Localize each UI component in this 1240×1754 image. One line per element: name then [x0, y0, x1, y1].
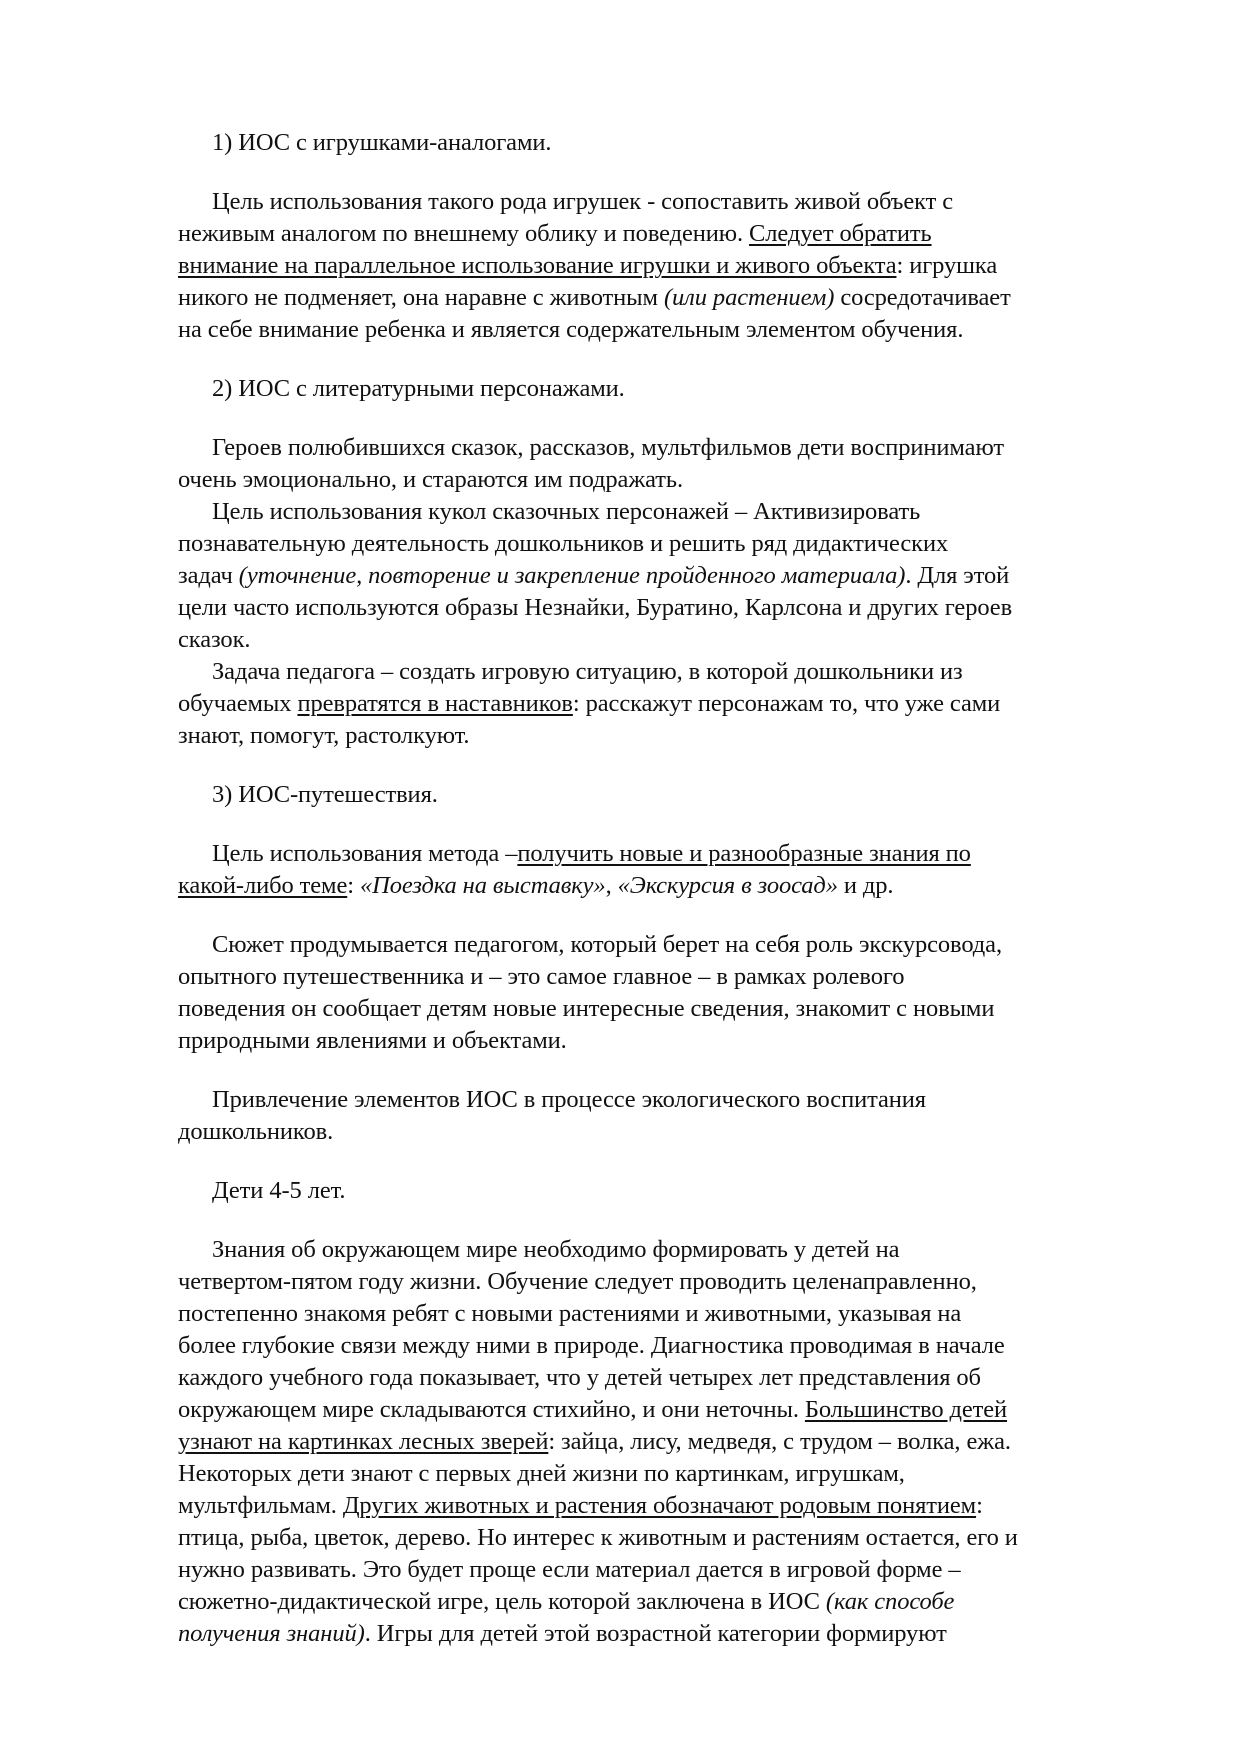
text-segment: окружающем мире складываются стихийно, и они неточны.: [178, 1396, 805, 1423]
text-line: [178, 721, 469, 753]
text-line: [212, 1085, 926, 1117]
text-segment: . Для этой: [905, 562, 1010, 589]
text-segment: неживым аналогом по внешнему облику и поведению.: [178, 220, 750, 247]
text-segment: более глубокие связи между ними в природе. Диагностика проводимая в начале: [178, 1332, 1005, 1359]
text-segment: дошкольников.: [178, 1118, 334, 1145]
text-segment: Дети 4-5 лет.: [212, 1177, 346, 1204]
text-segment: Сюжет продумывается педагогом, который берет на себя роль экскурсовода,: [212, 931, 1002, 958]
text-segment: Знания об окружающем мире необходимо формировать у детей на: [212, 1236, 900, 1263]
text-line: [178, 1491, 983, 1523]
text-line: [212, 187, 953, 219]
text-segment: птица, рыба, цветок, дерево. Но интерес к животным и растениям остается, его и: [178, 1524, 1018, 1551]
text-line: [178, 561, 1009, 593]
text-segment: : игрушка: [896, 252, 998, 279]
text-line: [178, 1555, 961, 1587]
underlined-text: узнают на картинках лесных зверей: [178, 1428, 549, 1455]
italic-text: получения знаний): [178, 1620, 365, 1647]
underlined-text: превратятся в наставников: [297, 690, 573, 717]
text-segment: познавательную деятельность дошкольников и решить ряд дидактических: [178, 530, 949, 557]
italic-text: (или растением): [663, 284, 835, 311]
text-line: [178, 1331, 1005, 1363]
text-line: [212, 930, 1002, 962]
underlined-text: внимание на параллельное использование игрушки и живого объекта: [178, 252, 897, 279]
text-segment: каждого учебного года показывает, что у детей четырех лет представления об: [178, 1364, 981, 1391]
text-line: [178, 1587, 954, 1619]
text-segment: постепенно знакомя ребят с новыми растениями и животными, указывая на: [178, 1300, 962, 1327]
text-line: [178, 529, 948, 561]
text-segment: :: [976, 1492, 983, 1519]
text-segment: природными явлениями и объектами.: [178, 1027, 567, 1054]
underlined-text: Следует обратить: [749, 220, 932, 247]
text-segment: нужно развивать. Это будет проще если материал дается в игровой форме –: [178, 1556, 961, 1583]
text-line: [178, 1267, 977, 1299]
text-line: [178, 1363, 981, 1395]
text-line: [178, 1395, 1007, 1427]
text-segment: 2) ИОС с литературными персонажами.: [212, 375, 625, 402]
text-segment: сказок.: [178, 626, 251, 653]
text-segment: на себе внимание ребенка и является содержательным элементом обучения.: [178, 316, 964, 343]
text-line: [178, 962, 904, 994]
underlined-text: Большинство детей: [804, 1396, 1008, 1423]
text-line: [212, 839, 971, 871]
text-line: [178, 251, 997, 283]
text-line: [178, 1619, 947, 1651]
text-line: [212, 497, 920, 529]
text-line: [178, 315, 963, 347]
italic-text: (как способе: [825, 1588, 955, 1615]
text-line: [178, 1026, 567, 1058]
text-segment: 1) ИОС с игрушками-аналогами.: [212, 129, 552, 156]
text-segment: :: [347, 872, 360, 899]
text-segment: и др.: [837, 872, 894, 899]
text-segment: : зайца, лису, медведя, с трудом – волка, ежа.: [548, 1428, 1011, 1455]
text-segment: 3) ИОС-путешествия.: [212, 781, 438, 808]
text-segment: четвертом-пятом году жизни. Обучение следует проводить целенаправленно,: [178, 1268, 977, 1295]
text-line: [178, 1299, 961, 1331]
italic-text: (уточнение, повторение и закрепление пройденного материала): [238, 562, 906, 589]
underlined-text: Других животных и растения обозначают родовым понятием: [342, 1492, 977, 1519]
text-line: [178, 593, 1012, 625]
text-line: [178, 689, 1000, 721]
text-line: [178, 465, 683, 497]
text-segment: Цель использования кукол сказочных персонажей – Активизировать: [212, 498, 921, 525]
text-segment: Привлечение элементов ИОС в процессе экологического воспитания: [212, 1086, 926, 1113]
text-line: [178, 219, 932, 251]
text-segment: задач: [178, 562, 239, 589]
text-segment: никого не подменяет, она наравне с животным: [178, 284, 664, 311]
text-segment: Героев полюбившихся сказок, рассказов, мультфильмов дети воспринимают: [212, 434, 1004, 461]
text-segment: знают, помогут, растолкуют.: [178, 722, 470, 749]
text-line: [178, 871, 893, 903]
italic-text: «Поездка на выставку»: [359, 872, 606, 899]
text-line: [178, 1427, 1011, 1459]
underlined-text: какой-либо теме: [178, 872, 348, 899]
italic-text: «Экскурсия в зоосад»: [617, 872, 838, 899]
text-line: [212, 128, 551, 160]
text-segment: поведения он сообщает детям новые интересные сведения, знакомит с новыми: [178, 995, 995, 1022]
text-segment: сюжетно-дидактической игре, цель которой заключена в ИОС: [178, 1588, 826, 1615]
text-segment: очень эмоционально, и стараются им подражать.: [178, 466, 683, 493]
text-line: [178, 1523, 1018, 1555]
text-segment: : расскажут персонажам то, что уже сами: [572, 690, 1001, 717]
text-line: [212, 1176, 345, 1208]
text-line: [178, 1459, 905, 1491]
text-line: [212, 433, 1004, 465]
text-line: [212, 780, 438, 812]
text-segment: Некоторых дети знают с первых дней жизни по картинкам, игрушкам,: [178, 1460, 905, 1487]
text-segment: мультфильмам.: [178, 1492, 343, 1519]
text-segment: опытного путешественника и – это самое главное – в рамках ролевого: [178, 963, 905, 990]
text-segment: Цель использования метода –: [212, 840, 518, 867]
text-segment: . Игры для детей этой возрастной категории формируют: [364, 1620, 947, 1647]
underlined-text: получить новые и разнообразные знания по: [517, 840, 971, 867]
text-segment: Задача педагога – создать игровую ситуацию, в которой дошкольники из: [212, 658, 963, 685]
text-segment: сосредотачивает: [834, 284, 1011, 311]
text-line: [178, 994, 994, 1026]
text-line: [212, 1235, 899, 1267]
text-line: [178, 1117, 333, 1149]
text-line: [178, 625, 250, 657]
text-line: [212, 657, 963, 689]
text-segment: цели часто используются образы Незнайки, Буратино, Карлсона и других героев: [178, 594, 1013, 621]
text-line: [212, 374, 625, 406]
text-line: [178, 283, 1011, 315]
text-segment: Цель использования такого рода игрушек - сопоставить живой объект с: [212, 188, 953, 215]
text-segment: обучаемых: [178, 690, 298, 717]
text-segment: ,: [605, 872, 618, 899]
